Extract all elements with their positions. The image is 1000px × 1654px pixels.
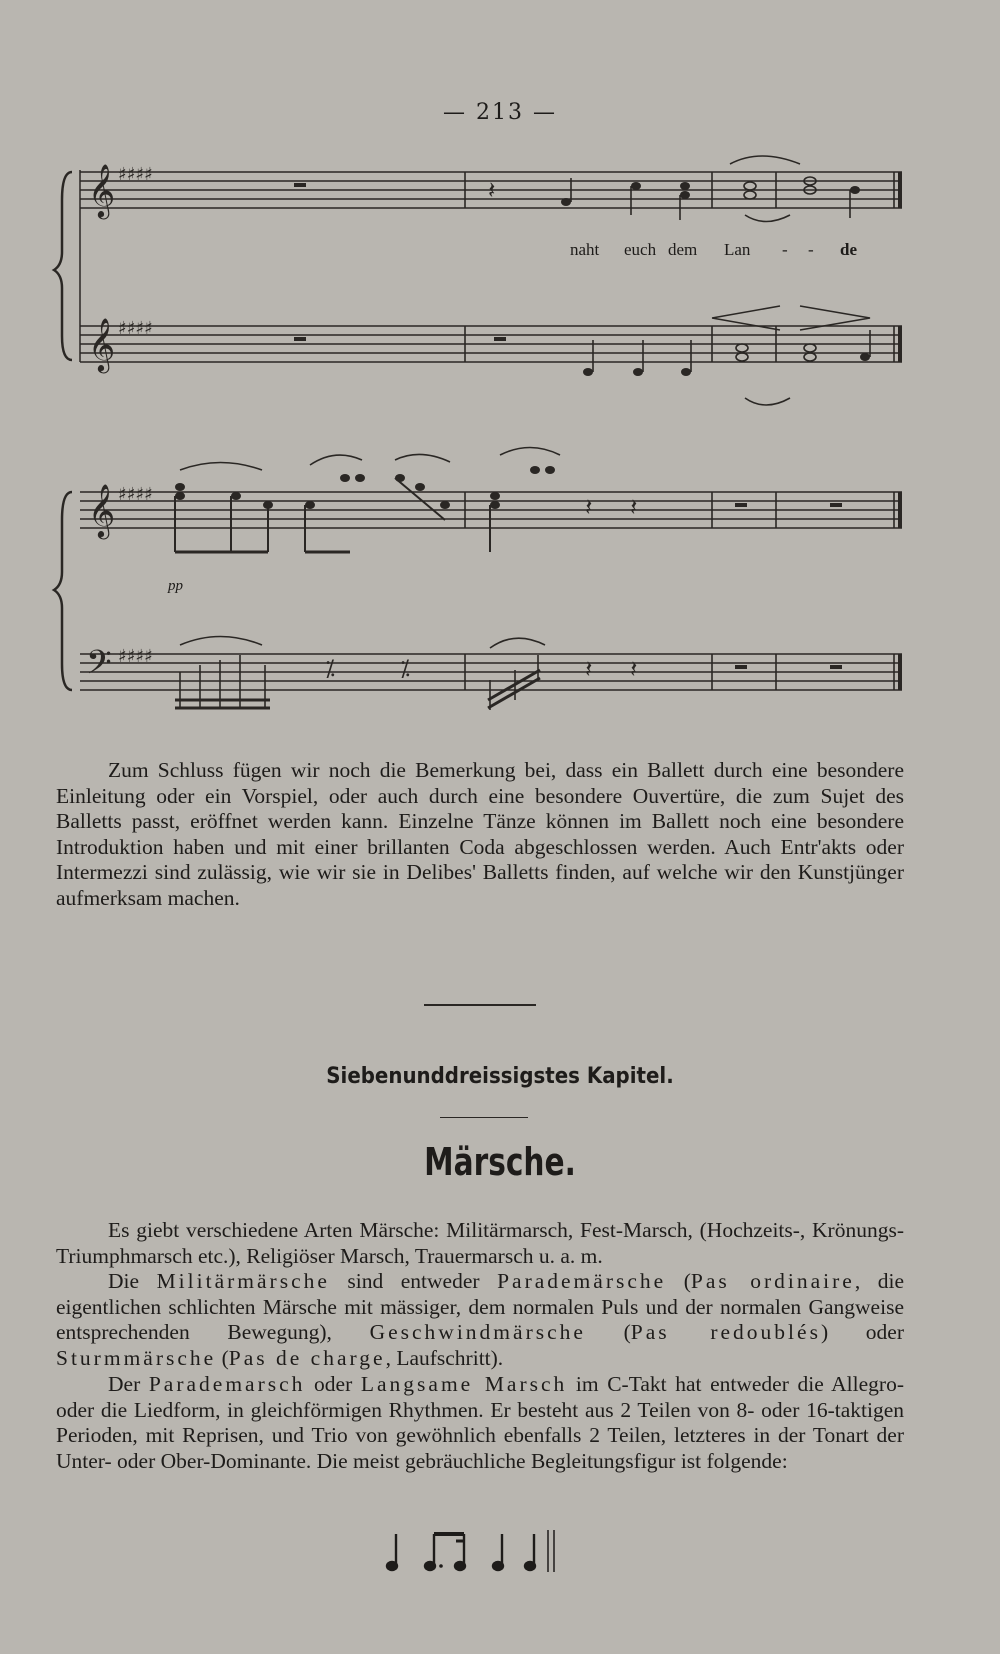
spaced-term: Parademärsche [497,1269,667,1293]
svg-text:♯♯♯♯: ♯♯♯♯ [118,164,153,185]
svg-text:𝄽: 𝄽 [488,176,496,204]
chapter-title: Märsche. [424,1140,576,1184]
system-brace-bottom [54,492,72,690]
lyric-6: - [808,240,814,259]
page-number: — 213 — [443,100,557,125]
spaced-term: Pas redoublés [630,1320,821,1344]
text-run: , die eigentlichen schlichten Märsche mit mässiger, dem normalen Puls und der normalen Gangweise entsprechenden Bewegung), [56,1269,904,1344]
lyric-3: dem [668,240,698,259]
text-run: Der [108,1372,149,1396]
text-run: ( [585,1320,631,1344]
paragraph-ballet-closing: Zum Schluss fügen wir noch die Bemerkung bei, dass ein Ballett durch eine besondere Einleitung oder ein Vorspiel, oder auch durch eine besondere Ouvertüre, die zum Sujet des Balletts passt, eröffnet werden kann. Einzelne Tänze können im Ballett noch eine besondere Introduktion haben und mit einer brillanten Coda abgeschlossen werden. Auch Entr'akts oder Intermezzi sind zulässig, wie wir sie in Delibes' Balletts finden, auf welche wir den Kunstjünger aufmerksam machen. [56,758,904,910]
svg-text:⁒: ⁒ [400,657,410,682]
text-run: , Laufschritt). [385,1345,504,1370]
svg-text:⁒: ⁒ [325,657,335,682]
svg-text:𝄽: 𝄽 [585,493,593,521]
text-run: ) oder [820,1320,904,1344]
text-run: ( [666,1269,691,1293]
svg-text:𝄽: 𝄽 [630,655,638,683]
chapter-heading: Siebenunddreissigstes Kapitel. [326,1064,674,1089]
paragraph-parade-march [56,1372,904,1474]
text-run: ( [216,1345,229,1370]
spaced-term: Parademarsch [148,1372,306,1396]
svg-text:♯♯♯♯: ♯♯♯♯ [118,318,153,339]
text-run: sind entweder [329,1269,498,1293]
spaced-term: Langsame Marsch [360,1372,568,1396]
spaced-term: Pas ordinaire [690,1269,855,1293]
system-brace-top [54,172,72,360]
section-rule [424,1004,536,1006]
spaced-term: Geschwindmärsche [369,1320,586,1344]
staff-3 [80,448,902,553]
svg-text:𝄽: 𝄽 [585,655,593,683]
spaced-term: Sturmmärsche [56,1345,217,1370]
text-run: oder [305,1372,361,1396]
text-run: im C-Takt hat entweder die Allegro- oder die Liedform, in gleichförmigen Rhythmen. Er besteht aus 2 Teilen von 8- oder 16-taktigen Perioden, mit Reprisen, und Trio von gewöhnlich ebenfalls 2 Teilen, letzteres in der Tonart der Unter- oder Ober-Dominante. Die meist gebräuchliche Begleitungsfigur ist folgende: [56,1372,904,1473]
lyric-4: Lan [724,240,751,259]
lyric-2: euch [624,240,657,259]
text-run: Die [108,1269,157,1293]
svg-text:𝄢: 𝄢 [86,644,112,690]
svg-text:𝄽: 𝄽 [630,493,638,521]
music-score [0,0,1000,730]
lyric-5: - [782,240,788,259]
lyric-7: de [840,240,857,259]
lyric-1: naht [570,240,600,259]
staff-1 [80,156,902,222]
accompaniment-rhythm-figure [380,1520,580,1580]
svg-text:♯♯♯♯: ♯♯♯♯ [118,484,153,505]
paragraph-military-marches [56,1269,904,1371]
staff-2 [80,306,902,405]
svg-text:𝄞: 𝄞 [88,163,116,217]
spaced-term: Militärmärsche [156,1269,330,1293]
paragraph-march-types: Es giebt verschiedene Arten Märsche: Militärmarsch, Fest-Marsch, (Hochzeits-, Krönungs- Triumphmarsch etc.), Religiöser Marsch, Trauermarsch u. a. m. [56,1218,904,1268]
svg-text:𝄞: 𝄞 [88,483,116,537]
svg-text:♯♯♯♯: ♯♯♯♯ [118,646,153,667]
staff-4 [80,637,902,711]
spaced-term: Pas de charge [228,1345,386,1370]
svg-text:𝄞: 𝄞 [88,317,116,371]
dynamic-marking: pp [168,578,183,594]
heading-rule [440,1117,528,1118]
